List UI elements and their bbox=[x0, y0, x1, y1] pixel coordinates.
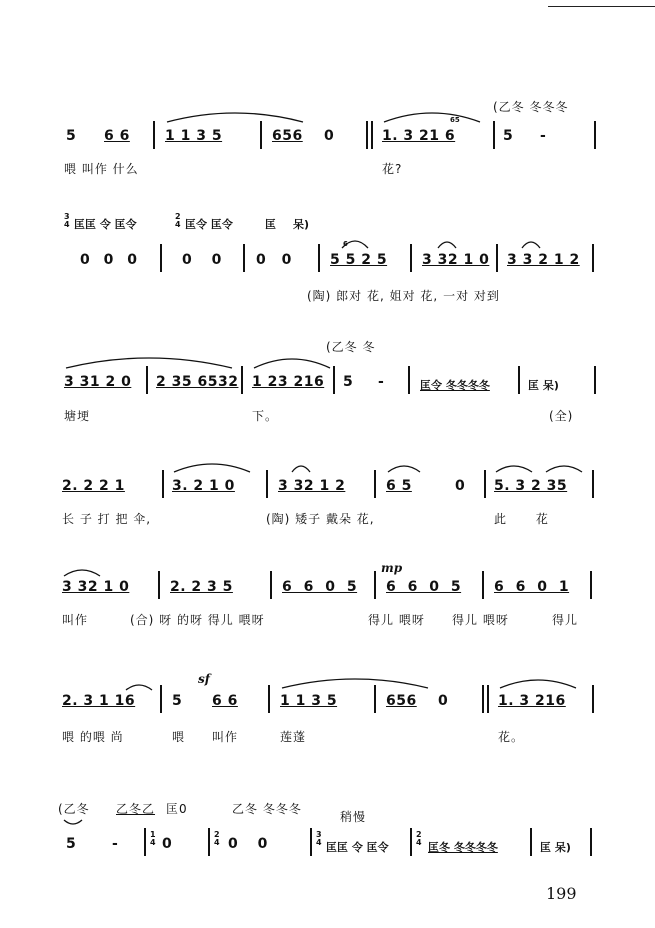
percussion-text: 乙冬 冬冬冬 bbox=[232, 802, 302, 816]
note: 3 3 2 1 2 bbox=[507, 252, 580, 268]
barline bbox=[482, 685, 484, 713]
barline bbox=[487, 685, 489, 713]
note: 3 32 1 0 bbox=[62, 579, 130, 595]
slur-arc bbox=[280, 676, 430, 690]
lyric: 长 子 打 把 伞, bbox=[62, 512, 152, 526]
grace-note: 6 bbox=[343, 240, 348, 248]
percussion-text: (乙冬 冬冬冬 bbox=[493, 100, 569, 114]
percussion-text: 匡 bbox=[265, 218, 276, 231]
barline bbox=[592, 244, 594, 272]
lyric: 喂 叫作 什么 bbox=[64, 162, 139, 176]
lyric: 得儿 喂呀 bbox=[368, 613, 425, 627]
lyric: 下。 bbox=[252, 409, 279, 423]
note: 0 0 bbox=[228, 836, 268, 852]
barline bbox=[144, 828, 146, 856]
percussion-text: 匡 呆) bbox=[540, 841, 571, 854]
lyric: 叫作 bbox=[212, 730, 239, 744]
dynamic-mark: sf bbox=[198, 672, 210, 686]
note: 5 bbox=[343, 374, 354, 390]
barline bbox=[530, 828, 532, 856]
barline bbox=[408, 366, 410, 394]
barline bbox=[594, 121, 596, 149]
note: 5 bbox=[66, 836, 77, 852]
lyric: 此 花 bbox=[494, 512, 549, 526]
lyric: 塘埂 bbox=[64, 409, 91, 423]
barline bbox=[160, 685, 162, 713]
lyric: (全) bbox=[549, 409, 574, 423]
barline bbox=[518, 366, 520, 394]
note: 3 32 1 0 bbox=[422, 252, 490, 268]
slur-arc bbox=[252, 354, 332, 370]
slur-arc bbox=[382, 110, 482, 124]
note: 6 6 0 5 bbox=[386, 579, 462, 595]
lyric: 得儿 bbox=[552, 613, 579, 627]
note: - bbox=[378, 374, 385, 390]
note: 656 bbox=[386, 693, 417, 709]
barline bbox=[592, 470, 594, 498]
note: 3. 2 1 0 bbox=[172, 478, 235, 494]
barline bbox=[410, 828, 412, 856]
barline bbox=[592, 685, 594, 713]
note: 1 1 3 5 bbox=[280, 693, 338, 709]
note: 1 1 3 5 bbox=[165, 128, 223, 144]
percussion-text: (乙冬 bbox=[58, 802, 90, 816]
note: 1 23 216 bbox=[252, 374, 325, 390]
time-signature: 2 4 bbox=[175, 212, 181, 229]
barline bbox=[410, 244, 412, 272]
lyric: 花。 bbox=[498, 730, 525, 744]
percussion-text: 呆) bbox=[293, 218, 310, 231]
lyric: (陶) 郎对 花, 姐对 花, 一对 对到 bbox=[307, 289, 500, 303]
barline bbox=[496, 244, 498, 272]
percussion-text: 匡令 冬冬冬冬 bbox=[420, 379, 490, 392]
percussion-text: (乙冬 冬 bbox=[326, 340, 376, 354]
percussion-text: 匡 呆) bbox=[528, 379, 559, 392]
note: 656 bbox=[272, 128, 303, 144]
slur-arc bbox=[172, 460, 252, 474]
note: 5 5 2 5 bbox=[330, 252, 388, 268]
barline bbox=[374, 470, 376, 498]
note: 6 6 0 1 bbox=[494, 579, 570, 595]
barline bbox=[333, 366, 335, 394]
dynamic-mark: mp bbox=[381, 561, 403, 575]
note: 6 6 bbox=[104, 128, 130, 144]
lyric: 得儿 喂呀 bbox=[452, 613, 509, 627]
barline bbox=[260, 121, 262, 149]
barline bbox=[158, 571, 160, 599]
lyric: (陶) 矮子 戴朵 花, bbox=[266, 512, 375, 526]
note: 3 32 1 2 bbox=[278, 478, 346, 494]
percussion-text: 匡令 匡令 bbox=[185, 218, 233, 231]
barline bbox=[270, 571, 272, 599]
note: 5 bbox=[172, 693, 183, 709]
barline bbox=[268, 685, 270, 713]
note: 0 0 0 bbox=[80, 252, 138, 268]
barline bbox=[208, 828, 210, 856]
tempo-mark: 稍慢 bbox=[340, 810, 367, 824]
note: 3 31 2 0 bbox=[64, 374, 132, 390]
barline bbox=[366, 121, 368, 149]
barline bbox=[374, 571, 376, 599]
slur-arc bbox=[62, 566, 102, 578]
note: 5. 3 2 35 bbox=[494, 478, 568, 494]
note: 5 bbox=[503, 128, 514, 144]
percussion-text: 匡冬 冬冬冬冬 bbox=[428, 841, 498, 854]
barline bbox=[243, 244, 245, 272]
lyric: 莲蓬 bbox=[280, 730, 307, 744]
note: 6 6 0 5 bbox=[282, 579, 358, 595]
note: 0 bbox=[162, 836, 173, 852]
slur-arc bbox=[340, 238, 370, 250]
barline bbox=[590, 828, 592, 856]
note: 2. 2 2 1 bbox=[62, 478, 125, 494]
note: 2 35 6532 bbox=[156, 374, 239, 390]
time-signature: 3 4 bbox=[64, 212, 70, 229]
percussion-text: 匡0 bbox=[166, 802, 188, 816]
note: 0 bbox=[455, 478, 466, 494]
header-rule bbox=[548, 6, 655, 7]
slur-arc bbox=[498, 676, 578, 690]
note: 0 0 bbox=[182, 252, 222, 268]
barline bbox=[371, 121, 373, 149]
lyric: (合) 呀 的呀 得儿 喂呀 bbox=[130, 613, 265, 627]
barline bbox=[266, 470, 268, 498]
slur-arc bbox=[544, 462, 584, 474]
barline bbox=[482, 571, 484, 599]
slur-arc bbox=[64, 354, 234, 370]
note: 2. 2 3 5 bbox=[170, 579, 233, 595]
tie-arc bbox=[62, 818, 84, 828]
note: 2. 3 1 16 bbox=[62, 693, 136, 709]
barline bbox=[484, 470, 486, 498]
time-signature: 1 4 bbox=[150, 830, 156, 847]
barline bbox=[590, 571, 592, 599]
barline bbox=[310, 828, 312, 856]
lyric: 喂 bbox=[172, 730, 186, 744]
page-number: 199 bbox=[546, 884, 577, 903]
lyric: 花? bbox=[382, 162, 403, 176]
note: - bbox=[540, 128, 547, 144]
percussion-text: 乙冬乙 bbox=[116, 802, 156, 816]
slur-arc bbox=[386, 462, 422, 474]
note: 1. 3 21 6 bbox=[382, 128, 456, 144]
note: 0 bbox=[438, 693, 449, 709]
note: 0 0 bbox=[256, 252, 292, 268]
tie-arc bbox=[124, 682, 154, 692]
time-signature: 3 4 bbox=[316, 830, 322, 847]
barline bbox=[146, 366, 148, 394]
tie-arc bbox=[290, 462, 312, 474]
slur-arc bbox=[165, 110, 305, 124]
note: 6 6 bbox=[212, 693, 238, 709]
lyric: 喂 的喂 尚 bbox=[62, 730, 124, 744]
time-signature: 2 4 bbox=[416, 830, 422, 847]
percussion-text: 匡匡 令 匡令 bbox=[326, 841, 389, 854]
slur-arc bbox=[494, 462, 534, 474]
note: - bbox=[112, 836, 119, 852]
note: 0 bbox=[324, 128, 335, 144]
barline bbox=[153, 121, 155, 149]
tie-arc bbox=[436, 238, 458, 250]
barline bbox=[160, 244, 162, 272]
barline bbox=[493, 121, 495, 149]
grace-note: 65 bbox=[450, 116, 460, 124]
lyric: 叫作 bbox=[62, 613, 89, 627]
barline bbox=[594, 366, 596, 394]
note: 1. 3 216 bbox=[498, 693, 566, 709]
percussion-text: 匡匡 令 匡令 bbox=[74, 218, 137, 231]
barline bbox=[162, 470, 164, 498]
time-signature: 2 4 bbox=[214, 830, 220, 847]
note: 5 bbox=[66, 128, 77, 144]
barline bbox=[241, 366, 243, 394]
barline bbox=[318, 244, 320, 272]
note: 6 5 bbox=[386, 478, 412, 494]
tie-arc bbox=[520, 238, 542, 250]
